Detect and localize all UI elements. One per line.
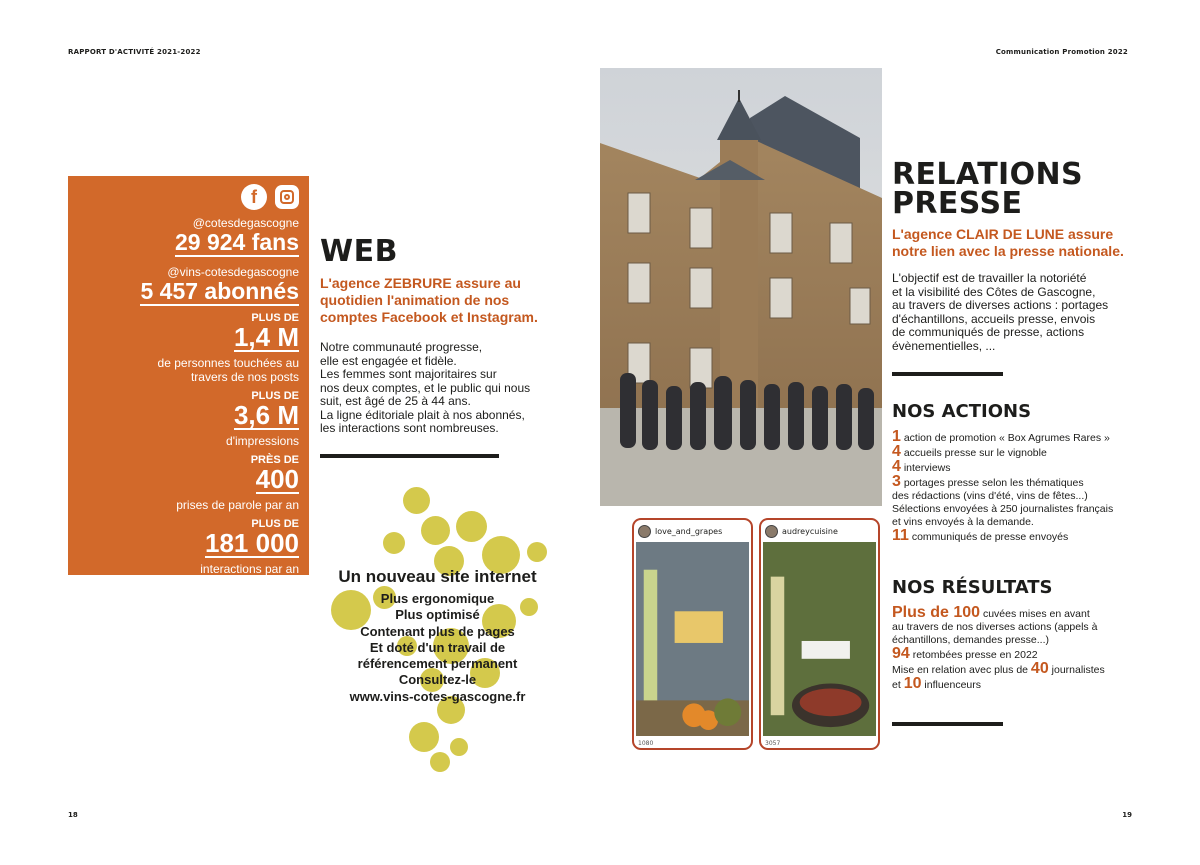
dish-illustration <box>763 542 876 736</box>
divider <box>892 722 1003 726</box>
story-image <box>636 542 749 736</box>
divider <box>892 372 1003 376</box>
action-extra: et vins envoyés à la demande. <box>892 516 1034 528</box>
presse-body-line: et la visibilité des Côtes de Gascogne, <box>892 284 1096 299</box>
story-image <box>763 542 876 736</box>
story-user: audreycuisine <box>782 526 838 536</box>
page-number-left: 18 <box>68 811 78 819</box>
actions-title: NOS ACTIONS <box>892 401 1032 422</box>
chateau-team-photo <box>600 68 882 506</box>
site-url-link[interactable]: www.vins-cotes-gascogne.fr <box>349 688 526 704</box>
stat-label: PRÈS DE <box>250 454 299 466</box>
grape-bubble <box>409 722 439 752</box>
site-lines <box>310 591 565 705</box>
site-line: Plus optimisé <box>395 607 480 623</box>
header-right: Communication Promotion 2022 <box>995 48 1128 56</box>
presse-lead: L'agence CLAIR DE LUNE assure notre lien avec la presse nationale. <box>892 226 1124 259</box>
grape-bubble <box>383 532 405 554</box>
result-line: au travers de nos diverses actions (appels à <box>892 621 1098 633</box>
stat-desc: de personnes touchées au travers de nos posts <box>157 356 299 384</box>
chateau-illustration <box>600 68 882 506</box>
stat-value: 1,4 M <box>233 322 299 352</box>
instagram-handle: @vins-cotesdegascogne <box>167 265 299 279</box>
action-item: 1 action de promotion « Box Agrumes Rares » <box>892 428 1110 445</box>
stat-value: 400 <box>255 464 299 494</box>
result-item: 94 retombées presse en 2022 <box>892 645 1038 662</box>
presse-body-line: d'échantillons, accueils presse, envois <box>892 311 1096 326</box>
result-item: et 10 influenceurs <box>892 675 982 692</box>
result-item: Plus de 100 cuvées mises en avant <box>892 604 1090 621</box>
presse-body-line: de communiqués de presse, actions <box>892 325 1085 339</box>
site-line: Plus ergonomique <box>380 591 495 606</box>
story-user: love_and_grapes <box>655 526 723 536</box>
divider <box>320 454 499 458</box>
header-left: RAPPORT D'ACTIVITÉ 2021-2022 <box>68 48 201 56</box>
stat-desc: d'impressions <box>226 434 299 448</box>
results-list <box>892 606 1132 692</box>
web-body-line: les interactions sont nombreuses. <box>320 421 499 435</box>
presse-body-line: L'objectif est de travailler la notoriété <box>892 271 1087 285</box>
stat-label: PLUS DE <box>251 390 299 402</box>
stat-value: 181 000 <box>205 528 299 558</box>
site-line: Consultez-le <box>398 672 477 688</box>
stat-value: 3,6 M <box>233 400 299 430</box>
social-icons <box>78 184 299 212</box>
presse-title <box>892 157 1084 221</box>
action-item: 4 accueils presse sur le vignoble <box>892 443 1047 460</box>
action-item: 4 interviews <box>892 458 951 475</box>
facebook-handle: @cotesdegascogne <box>192 216 299 230</box>
web-body-line: elle est engagée et fidèle. <box>320 353 457 368</box>
action-item: 3 portages presse selon les thématiques <box>892 473 1084 490</box>
grape-bubble <box>456 511 487 542</box>
result-item: Mise en relation avec plus de 40 journalistes <box>892 660 1105 677</box>
results-title: NOS RÉSULTATS <box>892 577 1053 598</box>
action-extra: Sélections envoyées à 250 journalistes français <box>892 503 1114 515</box>
avatar <box>638 525 651 538</box>
web-body-line: Les femmes sont majoritaires sur <box>320 367 497 381</box>
site-line: Contenant plus de pages <box>360 623 515 639</box>
grape-bubble <box>403 487 430 514</box>
wine-bottle-illustration <box>636 542 749 736</box>
stat-desc: prises de parole par an <box>176 498 299 512</box>
action-extra: des rédactions (vins d'été, vins de fêtes...) <box>892 490 1088 502</box>
actions-list <box>892 430 1132 544</box>
web-body-line: suit, est âgé de 25 à 44 ans. <box>320 394 471 408</box>
presse-body-line: au travers de diverses actions : portages <box>892 298 1109 312</box>
grape-bubble <box>527 542 547 562</box>
result-line: échantillons, demandes presse...) <box>892 634 1050 646</box>
presse-title-line: PRESSE <box>892 186 1023 221</box>
avatar <box>765 525 778 538</box>
grape-bubble <box>421 516 450 545</box>
instagram-followers: 5 457 abonnés <box>140 278 299 304</box>
story-views: 1080 <box>638 740 654 747</box>
action-item: 11 communiqués de presse envoyés <box>892 527 1069 544</box>
site-line: référencement permanent <box>357 656 518 672</box>
social-stats-panel <box>68 176 309 575</box>
instagram-story-card[interactable] <box>632 518 753 750</box>
presse-body <box>892 272 1132 353</box>
facebook-fans: 29 924 fans <box>174 229 299 255</box>
stat-label: PLUS DE <box>251 518 299 530</box>
page-number-right: 19 <box>1122 811 1132 819</box>
stat-desc: interactions par an <box>200 562 299 576</box>
grape-bubble <box>430 752 450 772</box>
presse-body-line: évènementielles, ... <box>892 338 996 353</box>
presse-title-line: RELATIONS <box>892 157 1084 192</box>
story-header <box>761 520 878 542</box>
site-line: Et doté d'un travail de <box>369 639 506 655</box>
site-title: Un nouveau site internet <box>338 567 537 586</box>
stat-label: PLUS DE <box>251 312 299 324</box>
web-body-line: Notre communauté progresse, <box>320 340 483 354</box>
web-title: WEB <box>320 234 398 269</box>
story-header <box>634 520 751 542</box>
web-body-line: nos deux comptes, et le public qui nous <box>320 380 531 395</box>
web-body-line: La ligne éditoriale plait à nos abonnés, <box>320 407 525 422</box>
story-views: 3057 <box>765 740 781 747</box>
web-lead: L'agence ZEBRURE assure au quotidien l'animation de nos comptes Facebook et Instagram. <box>320 275 538 325</box>
instagram-icon[interactable] <box>275 185 299 209</box>
facebook-icon[interactable]: f <box>241 184 267 210</box>
grape-bubble <box>450 738 468 756</box>
instagram-story-card[interactable] <box>759 518 880 750</box>
web-body <box>320 341 550 436</box>
